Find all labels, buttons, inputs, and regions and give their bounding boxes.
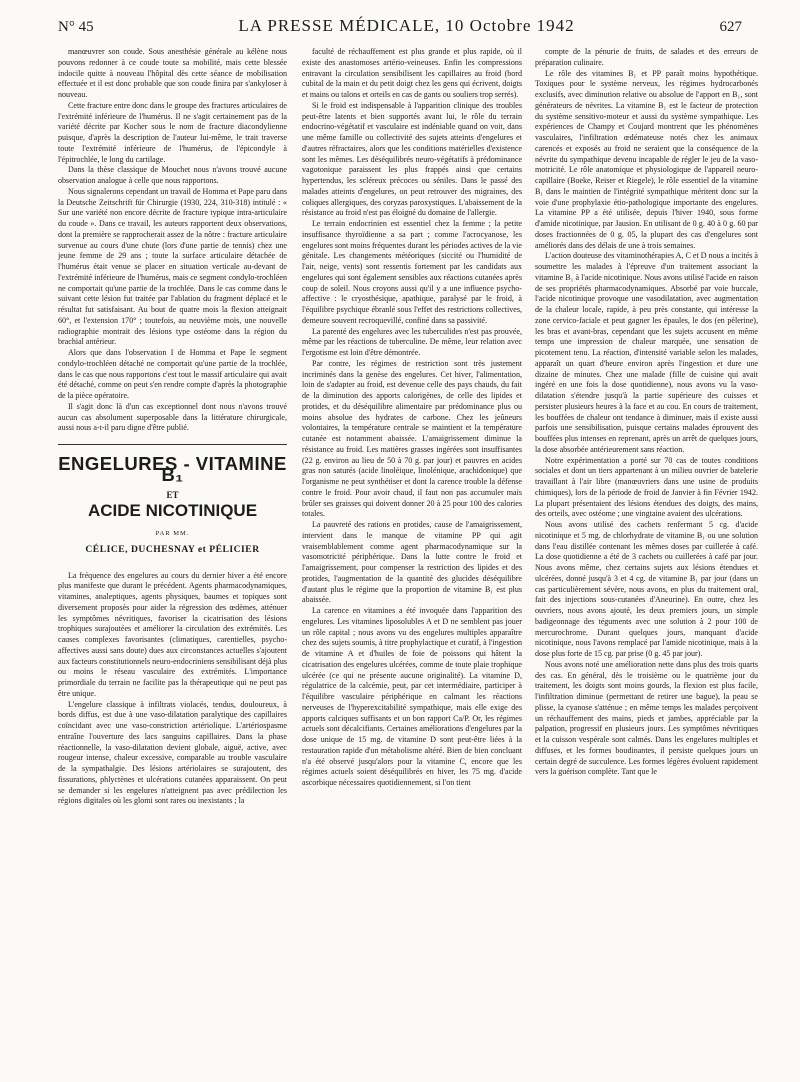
paragraph: La parenté des engelures avec les tuberculides n'est pas prouvée, même par les réactions de tuberculine. De même, leur relation avec l'ergotisme est loin d'être démontrée. (302, 326, 522, 357)
paragraph: Dans la thèse classique de Mouchet nous n'avons trouvé aucune observation analogue à celle que nous rapportons. (58, 165, 287, 185)
paragraph: Nous avons noté une amélioration nette dans plus des trois quarts des cas. En général, dès le troisième ou le quatrième jour du traitement, les doigts sont moins gourds, la flexion est plus facile, l'infiltration diminue (permettant de retirer une bague), la peau se plisse, la cyanose s'atténue ; en même temps les malades perçoivent un réchauffement des mains, pieds et jambes, appréciable par la palpation, progressif en plusieurs jours. Les symptômes névritiques et la cuisson vespérale sont calmés. Dans les engelures multiples et diffuses, et les formes boudinantes, il persiste quelques jours un certain degré de succulence. Les formes légères évoluent rapidement vers la guérison complète. Tant que le (535, 659, 758, 777)
paragraph: Le rôle des vitamines B₁ et PP paraît moins hypothétique. Toxiques pour le système nerveux, les régimes hydrocarbonés exclusifs, avec diminution relative ou absolue de l'apport en B₁, sont générateurs de névrites. La vitamine B₁ est le facteur de protection du système sensitivo-moteur et aussi du système sympathique. Les expériences de Champy et Coujard montrent que les phénomènes vasculaires, l'infiltration œdémateuse notés chez les animaux carencés et exposés au froid ne seraient que la conséquence de la névrite du sympathique devenu incapable de régler le jeu de la vaso-motricité. Le rôle anatomique et physiologique de l'appareil neuro-capillaire (Boeke, Reiser et Riegele), le rôle essentiel de la vitamine B₁ dans le maintien de l'intégrité sympathique méritent donc sur la voie d'une prophylaxie étio-pathologique importante des engelures. La vitamine PP a été utilisée, depuis l'hiver 1940, sous forme d'amide nicotinique, par Jausion. En utilisant de 0 g. 40 à 0 g. 60 par doses fractionnées de 0 g. 05, la plupart des cas d'engelures sont améliorés dans des délais de une à trois semaines. (535, 68, 758, 250)
paragraph: Cette fracture entre donc dans le groupe des fractures articulaires de l'extrémité inférieure de l'humérus. Il ne s'agit certainement pas de la variété décrite par Kocher sous le nom de fracture diacondylienne puisque, d'après la description de l'auteur lui-même, le trait traverse toute l'extrémité inférieure de l'humérus, de l'épicondyle à l'épitrochlée, le long du cartilage. (58, 100, 287, 164)
column-right (535, 47, 758, 1077)
paragraph: Nous signalerons cependant un travail de Homma et Pape paru dans la Deutsche Zeitschrift für Chirurgie (1930, 224, 310-318) intitulé : « Sur une variété non encore décrite de fracture typique intra-articulaire du coude ». Dans ce travail, les auteurs rapportent deux observations, dont la première se rapprocherait assez de la nôtre : fracture articulaire survenue au cours d'une chute (lors d'une partie de tennis) chez une jeune femme de 29 ans ; toute la surface articulaire détachée de l'humérus était venue se placer en situation verticale au-devant de l'extrémité inférieure de l'humérus, mais ce segment condylo-trochléen ne comportait qu'une partie de la trochlée. Dans le cas comme dans le suivant cette lésion fut traitée par l'ablation du fragment déplacé et le résultat fut satisfaisant. Au bout de quatre mois la flexion atteignait 60°, et l'extension 170° ; toutefois, au neuvième mois, une nouvelle radiographie montrait des lésions type ostéome dans la région du brachial antérieur. (58, 186, 287, 347)
page-number: 627 (719, 19, 742, 35)
paragraph: faculté de réchauffement est plus grande et plus rapide, où il existe des anastomoses artério-veineuses. Enfin les compressions entravant la circulation sensibilisent les capillaires au froid (bord cubital de la main et du petit doigt chez les gens qui écrivent, doigts et mains ou talons et orteils en cas de gants ou souliers trop serrés). (302, 47, 522, 99)
article-body-start (58, 571, 287, 808)
paragraph: Alors que dans l'observation I de Homma et Pape le segment condylo-trochléen détaché ne comportait qu'une partie de la trochlée, dans le cas que nous rapportons c'est tout le massif articulaire qui avait été détaché, comme on peut s'en rendre compte d'après la photographie de la pièce opératoire. (58, 348, 287, 400)
paragraph: Nous avons utilisé des cachets renfermant 5 cg. d'acide nicotinique et 5 mg. de chlorhydrate de vitamine B₁ ou une solution dans l'eau distillée contenant les mêmes doses par cuillerée à café. La dose quotidienne a été de 3 cachets ou cuillerées à café par jour. Nous avons même, chez certains sujets aux lésions étendues et ulcérées, donné jusqu'à 3 et 4 cg. de vitamine B₁ par jour (dans un cas particulièrement sévère, nous avons, en plus du traitement oral, fait des injections sous-cutanées d'Aneurine). En outre, chez les ouvriers, nous avons ajouté, les deux premiers jours, un simple badigeonnage des téguments avec une solution à 2 pour 100 de mercurochrome. Durant quelques jours, manquant d'acide nicotinique, nous l'avons remplacé par l'amide nicotinique, mais à la dose plus forte de 15 cg. par prise (0 g. 45 par jour). (535, 520, 758, 658)
paragraph: La fréquence des engelures au cours du dernier hiver a été encore plus manifeste que durant le précédent. Agents pharmacodynamiques, vitamines, analeptiques, agents physiques, baumes et topiques sont diversement proposés pour aider la régression des œdèmes, atténuer les symptômes névritiques, favoriser la cicatrisation des lésions trophiques surajoutées et améliorer la circulation des extrémités. Les causes complexes favorisantes (climatiques, carentielles, psycho-affectives aussi sans doute) dues aux circonstances actuelles s'ajoutent aux facteurs constitutionnels neuro-endocriniens sensibilisant déjà plus ou moins le réseau vasculaire des extrémités. L'importance primordiale du terrain ne facilite pas la thérapeutique qui ne peut pas être unique. (58, 570, 287, 698)
paragraph: Il s'agit donc là d'un cas exceptionnel dont nous n'avons trouvé aucun cas absolument superposable dans la littérature chirurgicale, aussi nous a-t-il paru digne d'être publié. (58, 401, 287, 433)
column-middle (302, 47, 522, 1077)
article-par: PAR MM. (155, 530, 190, 537)
paragraph: manœuvrer son coude. Sous anesthésie générale au kélène nous pouvons redonner à ce coude toute sa mobilité, mais cette blessée indocile quitte à nouveau l'hôpital dès cette séance de mobilisation effectuée et il est donc probable que son coude finira par s'ankyloser à nouveau. (58, 47, 287, 99)
article-title-et: ET (166, 489, 179, 500)
paragraph: Notre expérimentation a porté sur 70 cas de toutes conditions sociales et dont un tiers appartenant à un milieu ouvrier de batelerie travaillant à l'air libre (manœuvriers dans une usine de produits chimiques), lors de la période de froid de Janvier à fin Février 1942. La plupart présentaient des lésions étendues des doigts, des mains, des orteils, avec ostéome ; une vingtaine avaient des ulcérations. (535, 455, 758, 519)
paragraph: La pauvreté des rations en protides, cause de l'amaigrissement, intervient dans le manque de vitamine PP qui agit vraisemblablement comme agent pharmacodynamique sur la vasomotricité périphérique. Dans la lutte contre le froid et l'amaigrissement, pour compenser la restriction des lipides et des protides, l'augmentation de la quantité des glucides déséquilibre d'autant plus le régime que la proportion de vitamine B₁ est plus abaissée. (302, 520, 522, 605)
previous-article-text (58, 47, 287, 434)
paragraph: L'action douteuse des vitaminothérapies A, C et D nous a incités à soumettre les malades à l'épreuve d'un traitement associant la vitamine B₁ à l'acide nicotinique. Nous avons utilisé l'acide en raison de ses propriétés pharmacodynamiques. Absorbé par voie buccale, l'acide nicotinique provoque une vasodilatation, avec augmentation de la chaleur locale, rapide, à peu près constante, qui intéresse la zone cervico-faciale et peut gagner les épaules, le dos (en pèlerine), les bras et avant-bras, cependant que les sujets accusent en même temps une impression de chaleur marquée, une sensation de picotement tenu. La réaction, d'intensité variable selon les malades, apparaît un quart d'heure environ après l'ingestion et dure une dizaine de minutes. Chez une malade (fille de cuisine qui avait ingéré en une fois la dose quotidienne), nous avons vu la vaso-dilatation s'étendre jusqu'à la partie supérieure des cuisses et persister plusieurs heures à la face et au cou. En cours de traitement, les bouffées de chaleur ont tendance à diminuer, mais il existe aussi parfois une sensibilisation, puisque certains malades éprouvent des bouffées plus intenses en reprenant, après un arrêt de quelques jours, la dose absorbée antérieurement sans réaction. (535, 251, 758, 454)
article-subtitle: ACIDE NICOTINIQUE (87, 501, 258, 521)
journal-title: LA PRESSE MÉDICALE, 10 Octobre 1942 (238, 16, 575, 35)
paragraph: La carence en vitamines a été invoquée dans l'apparition des engelures. Les vitamines liposolubles A et D ne semblent pas jouer un rôle capital ; nous avons vu des engelures multiples apparaître chez des sujets soumis, à titre prophylactique et curatif, à l'ingestion de vitamine A et d'huiles de foie de poissons qui hâtent la cicatrisation des engelures ulcérées, comme de toute plaie trophique ulcérée (ce qui ne présente aucune originalité). La vitamine D, régulatrice de la calcémie, peut, par cet intermédiaire, participer à l'équilibre vasculaire périphérique en calmant les réactions nerveuses de l'hyperexcitabilité sympathique, mais elle exige des apports calciques suffisants et un bon rapport Ca/P. Or, les régimes actuels sont décalcifiants. Certaines améliorations d'engelures par la dose unique de 15 mg. de vitamine D sont peut-être liées à la restauration rapide d'un métabolisme altéré. Bien de bien concluant n'a été observé jusqu'alors pour la vitamine C, encore que les régimes actuels soient déséquilibrés en hiver, les 75 mg. d'acide ascorbique nécessaires quotidiennement, si l'on tient (302, 606, 522, 787)
article-authors: CÉLICE, DUCHESNAY et PÉLICIER (85, 543, 260, 555)
article-title: ENGELURES - VITAMINE B₁ (58, 453, 287, 485)
paragraph: Si le froid est indispensable à l'apparition clinique des troubles peut-être latents et bien supportés avant lui, le rôle du terrain endocrino-végétatif et vasculaire est indéniable quand on voit, dans une même famille ou collectivité des sujets atteints d'engelures et d'autres réfractaires, alors que les conditions matérielles d'existence sont les mêmes. Les déséquilibrés neuro-végétatifs à prédominance vagotonique paraissent les plus frappés ainsi que certains hypertendus, les scléreux précoces ou séniles. Dans le passé des malades atteints d'engelures, on peut retrouver des migraines, des coliques allergiques, des coryzas paroxystiques. L'abaissement de la résistance au froid n'est pas éloigné du domaine de l'allergie. (302, 100, 522, 218)
page-header (58, 16, 742, 40)
paragraph: Par contre, les régimes de restriction sont très justement incriminés dans la genèse des engelures. Cet hiver, l'alimentation, loin de s'adapter au froid, est devenue celle des pays chauds, du fait de la diminution des apports calorigènes, de celle des lipides et protides, et du déséquilibre alimentaire par prédominance plus ou moins absolue des hydrates de carbone. Chez les jeûneurs volontaires, la température centrale se maintient et la température cutanée est notamment abaissée. L'amaigrissement diminue la résistance au froid. Les matières grasses ingérées sont insuffisantes (22 g. environ au lieu de 50 à 70 g. par jour) et pauvres en acides gras non saturés (acide linoléique, linolénique, arachidonique) que l'organisme ne peut synthétiser et dont la carence trouble la défense contre le froid. Pour avoir chaud, il faut non pas accumuler mais brûler ses graisses qui doivent donner 20 à 25 pour 100 des calories totales. (302, 358, 522, 519)
column-left (58, 47, 287, 1077)
paragraph: compte de la pénurie de fruits, de salades et des erreurs de préparation culinaire. (535, 47, 758, 67)
article-divider (58, 444, 287, 445)
issue-number: N° 45 (58, 19, 94, 35)
paragraph: L'engelure classique à infiltrats violacés, tendus, douloureux, à bords diffus, est due à une vaso-dilatation paralytique des capillaires coïncidant avec une vaso-constriction artériolique. L'artériospasme entraîne l'ouverture des lacs sanguins capillaires. Dans la phase réactionnelle, la vaso-dilatation devient globale, aiguë, active, avec rougeur intense, chaleur excessive, comparable au trouble vasculaire de la sympathalgie. Des lésions artériolaires se surajoutent, des fissurations, phlyctènes et ulcérations cutanées apparaissent. On peut se demander si les engelures n'atteignent pas avec prédilection les régions digitales où les glomi sont rares ou inexistants ; la (58, 699, 287, 806)
paragraph: Le terrain endocrinien est essentiel chez la femme ; la petite insuffisance thyroïdienne a sa part ; comme l'acrocyanose, les engelures sont moins fréquentes durant les périodes actives de la vie génitale. Les changements météoriques (siccité ou l'humidité de l'air, neige, vents) sont ressentis fortement par les candidats aux engelures qui sont également sensibles aux réactions cutanées après coup de soleil. Nous croyons aussi qu'il y a une influence psycho-affective : le cryosthésique, apathique, paralysé par le froid, à l'équilibre psychique ébranlé sous l'effet des restrictions collectives, demeure souvent recroquevillé, confiné dans sa passivité. (302, 219, 522, 325)
